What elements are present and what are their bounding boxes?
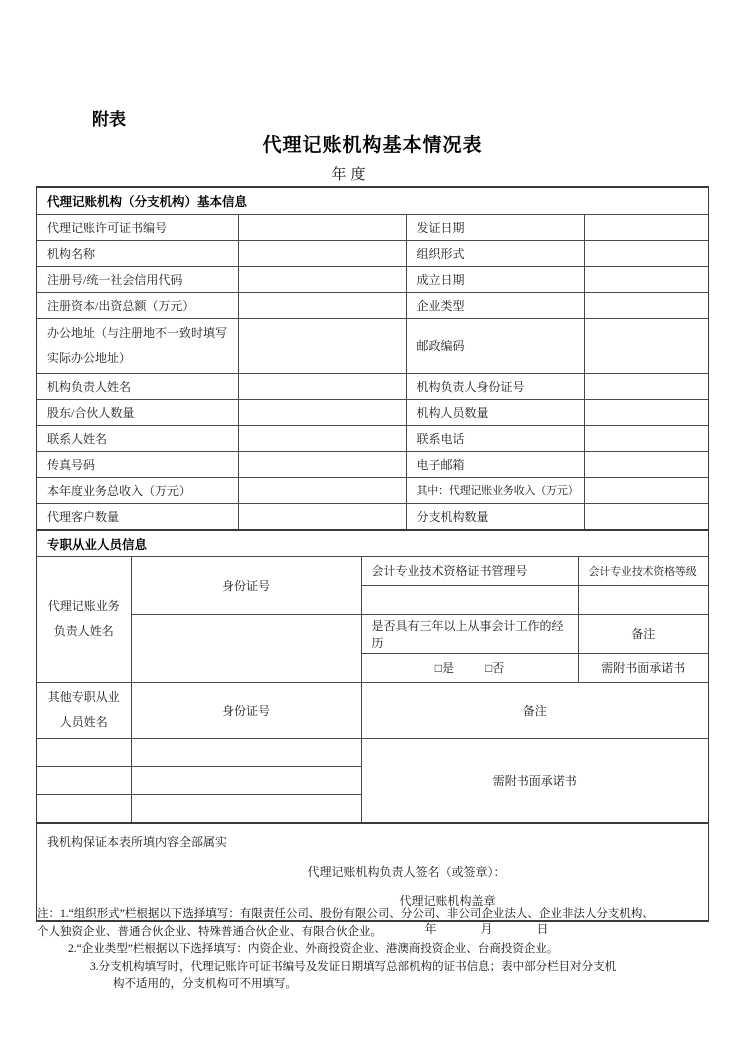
label-other-staff-id: 身份证号: [131, 682, 361, 738]
label-shareholder-count: 股东/合伙人数量: [37, 399, 238, 425]
staff-info-table: [37, 531, 708, 822]
value-head-name[interactable]: [238, 373, 406, 399]
year-label: 年度: [331, 167, 370, 183]
label-registration-code: 注册号/统一社会信用代码: [37, 266, 238, 292]
declaration-statement: 我机构保证本表所填内容全部属实: [47, 835, 228, 850]
value-other-name-1[interactable]: [37, 738, 131, 766]
value-registered-capital[interactable]: [238, 292, 406, 318]
experience-checkbox-group: [361, 653, 578, 682]
label-remark: 备注: [578, 614, 708, 653]
section-header-staff-info: 专职从业人员信息: [37, 531, 708, 556]
seal-line: 代理记账机构盖章: [399, 894, 496, 909]
label-establish-date: 成立日期: [406, 266, 584, 292]
footnotes: [37, 906, 737, 994]
value-issue-date[interactable]: [584, 214, 708, 240]
label-bookkeeping-income: 其中：代理记账业务收入（万元）: [406, 477, 584, 503]
label-enterprise-type: 企业类型: [406, 292, 584, 318]
value-bookkeeping-income[interactable]: [584, 477, 708, 503]
footnote-line: 个人独资企业、普通合伙企业、特殊普通合伙企业、有限合伙企业。: [37, 925, 382, 938]
label-client-count: 代理客户数量: [37, 503, 238, 529]
value-cert-number[interactable]: [361, 585, 578, 614]
other-commitment-note: 需附书面承诺书: [361, 738, 708, 822]
label-cert-level: 会计专业技术资格等级: [578, 556, 708, 585]
page-title: 代理记账机构基本情况表: [262, 135, 483, 156]
value-shareholder-count[interactable]: [238, 399, 406, 425]
label-fax-number: 传真号码: [37, 451, 238, 477]
label-staff-count: 机构人员数量: [406, 399, 584, 425]
value-contact-name[interactable]: [238, 425, 406, 451]
label-experience: 是否具有三年以上从事会计工作的经历: [361, 614, 578, 653]
footnote-line: 注：1.“组织形式”栏根据以下选择填写：有限责任公司、股份有限公司、分公司、非公司企业法人、企业非法人分支机构、: [37, 908, 654, 920]
label-head-id-number: 机构负责人身份证号: [406, 373, 584, 399]
label-branch-count: 分支机构数量: [406, 503, 584, 529]
value-manager-id[interactable]: [131, 614, 361, 682]
label-manager-name: 代理记账业务负责人姓名: [37, 556, 131, 682]
section-header-basic-info: 代理记账机构（分支机构）基本信息: [37, 188, 708, 214]
label-org-name: 机构名称: [37, 240, 238, 266]
annex-label: 附表: [92, 110, 126, 129]
label-total-income: 本年度业务总收入（万元）: [37, 477, 238, 503]
value-other-name-3[interactable]: [37, 794, 131, 822]
value-total-income[interactable]: [238, 477, 406, 503]
commitment-note: 需附书面承诺书: [578, 653, 708, 682]
value-fax-number[interactable]: [238, 451, 406, 477]
label-contact-phone: 联系电话: [406, 425, 584, 451]
value-cert-level[interactable]: [578, 585, 708, 614]
value-client-count[interactable]: [238, 503, 406, 529]
label-license-number: 代理记账许可证书编号: [37, 214, 238, 240]
label-manager-id: 身份证号: [131, 556, 361, 614]
value-other-name-2[interactable]: [37, 766, 131, 794]
value-other-id-1[interactable]: [131, 738, 361, 766]
value-license-number[interactable]: [238, 214, 406, 240]
value-enterprise-type[interactable]: [584, 292, 708, 318]
label-cert-number: 会计专业技术资格证书管理号: [361, 556, 578, 585]
label-email: 电子邮箱: [406, 451, 584, 477]
label-contact-name: 联系人姓名: [37, 425, 238, 451]
footnote-line: 构不适用的，分支机构可不用填写。: [113, 978, 297, 990]
label-postal-code: 邮政编码: [406, 318, 584, 373]
label-head-name: 机构负责人姓名: [37, 373, 238, 399]
date-line: 年 月 日: [424, 922, 551, 937]
label-registered-capital: 注册资本/出资总额（万元）: [37, 292, 238, 318]
value-registration-code[interactable]: [238, 266, 406, 292]
label-other-remark: 备注: [361, 682, 708, 738]
value-org-name[interactable]: [238, 240, 406, 266]
footnote-line: 3.分支机构填写时，代理记账许可证书编号及发证日期填写总部机构的证书信息；表中部分栏目对分支机: [90, 960, 617, 973]
value-other-id-2[interactable]: [131, 766, 361, 794]
basic-info-table: [37, 188, 708, 529]
value-establish-date[interactable]: [584, 266, 708, 292]
value-staff-count[interactable]: [584, 399, 708, 425]
value-head-id-number[interactable]: [584, 373, 708, 399]
checkbox-no[interactable]: □否: [485, 661, 505, 676]
label-issue-date: 发证日期: [406, 214, 584, 240]
value-postal-code[interactable]: [584, 318, 708, 373]
label-office-address: 办公地址（与注册地不一致时填写实际办公地址）: [37, 318, 238, 373]
value-other-id-3[interactable]: [131, 794, 361, 822]
value-org-form[interactable]: [584, 240, 708, 266]
checkbox-yes[interactable]: □是: [434, 661, 454, 676]
value-contact-phone[interactable]: [584, 425, 708, 451]
footnote-line: 2.“企业类型”栏根据以下选择填写：内资企业、外商投资企业、港澳商投资企业、台商投资企业。: [68, 943, 559, 955]
value-office-address[interactable]: [238, 318, 406, 373]
label-org-form: 组织形式: [406, 240, 584, 266]
value-branch-count[interactable]: [584, 503, 708, 529]
label-other-staff-name: 其他专职从业人员姓名: [37, 682, 131, 738]
signature-line: 代理记账机构负责人签名（或签章）：: [307, 865, 506, 880]
value-email[interactable]: [584, 451, 708, 477]
